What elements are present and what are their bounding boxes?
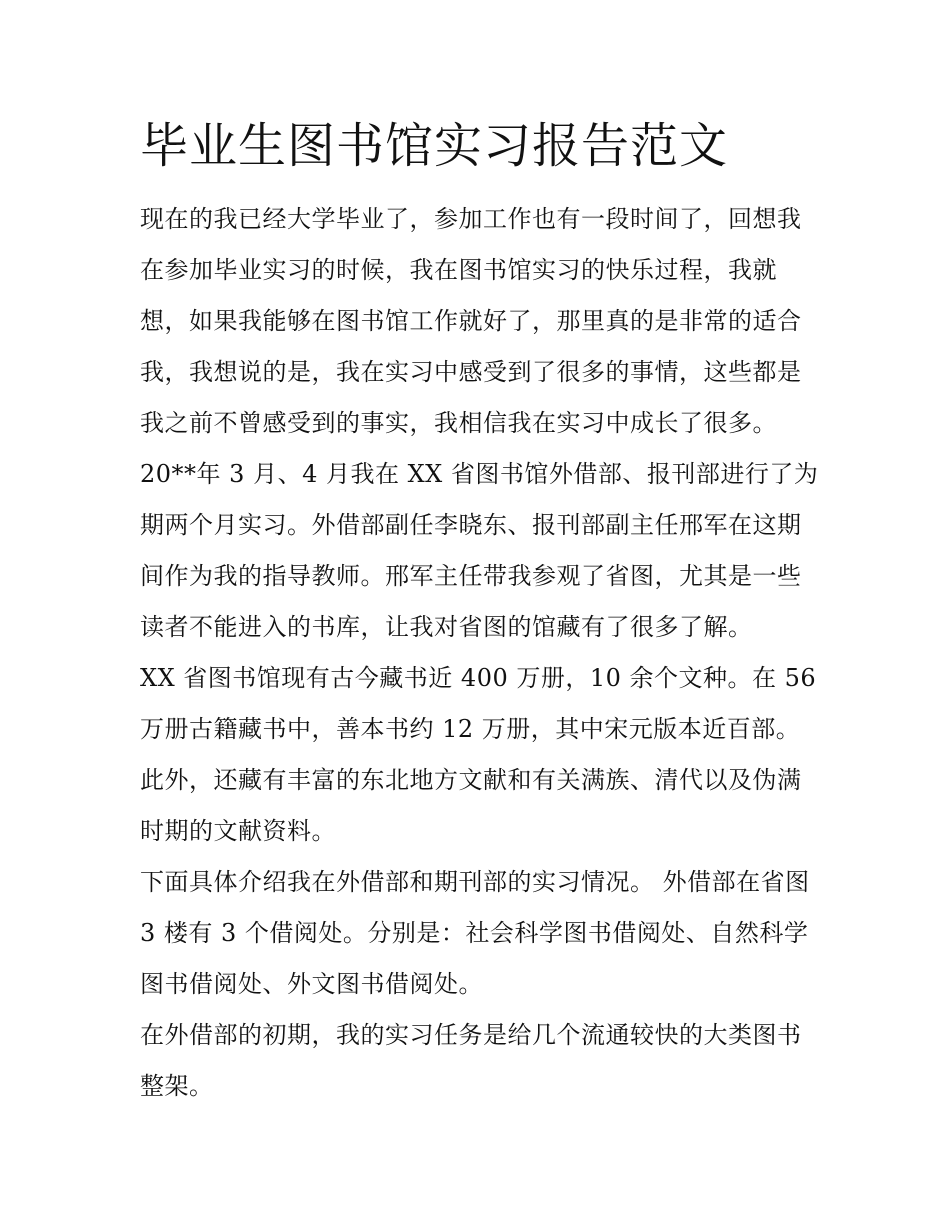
paragraph-1: 现在的我已经大学毕业了，参加工作也有一段时间了，回想我在参加毕业实习的时候，我在图书馆实习的快乐过程，我就想，如果我能够在图书馆工作就好了，那里真的是非常的适合我，我想说的是，我在实习中感受到了很多的事情，这些都是我之前不曾感受到的事实，我相信我在实习中成长了很多。 (140, 205, 802, 437)
document-title: 毕业生图书馆实习报告范文 (140, 118, 729, 174)
paragraph-2: 20**年 3 月、4 月我在 XX 省图书馆外借部、报刊部进行了为期两个月实习。外借部副任李晓东、报刊部副主任邢军在这期间作为我的指导教师。邢军主任带我参观了省图，尤其是一些读者不能进入的书库，让我对省图的馆藏有了很多了解。 (140, 460, 819, 641)
paragraph-4: 下面具体介绍我在外借部和期刊部的实习情况。 外借部在省图 3 楼有 3 个借阅处。分别是：社会科学图书借阅处、自然科学图书借阅处、外文图书借阅处。 (140, 868, 810, 998)
paragraph-5: 在外借部的初期，我的实习任务是给几个流通较快的大类图书整架。 (140, 1021, 802, 1100)
paragraph-3: XX 省图书馆现有古今藏书近 400 万册，10 余个文种。在 56 万册古籍藏书中，善本书约 12 万册，其中宋元版本近百部。此外，还藏有丰富的东北地方文献和有关满族、清代以及伪满时期的文献资料。 (140, 664, 817, 845)
document-body (140, 194, 820, 1112)
document-page (140, 112, 820, 1112)
